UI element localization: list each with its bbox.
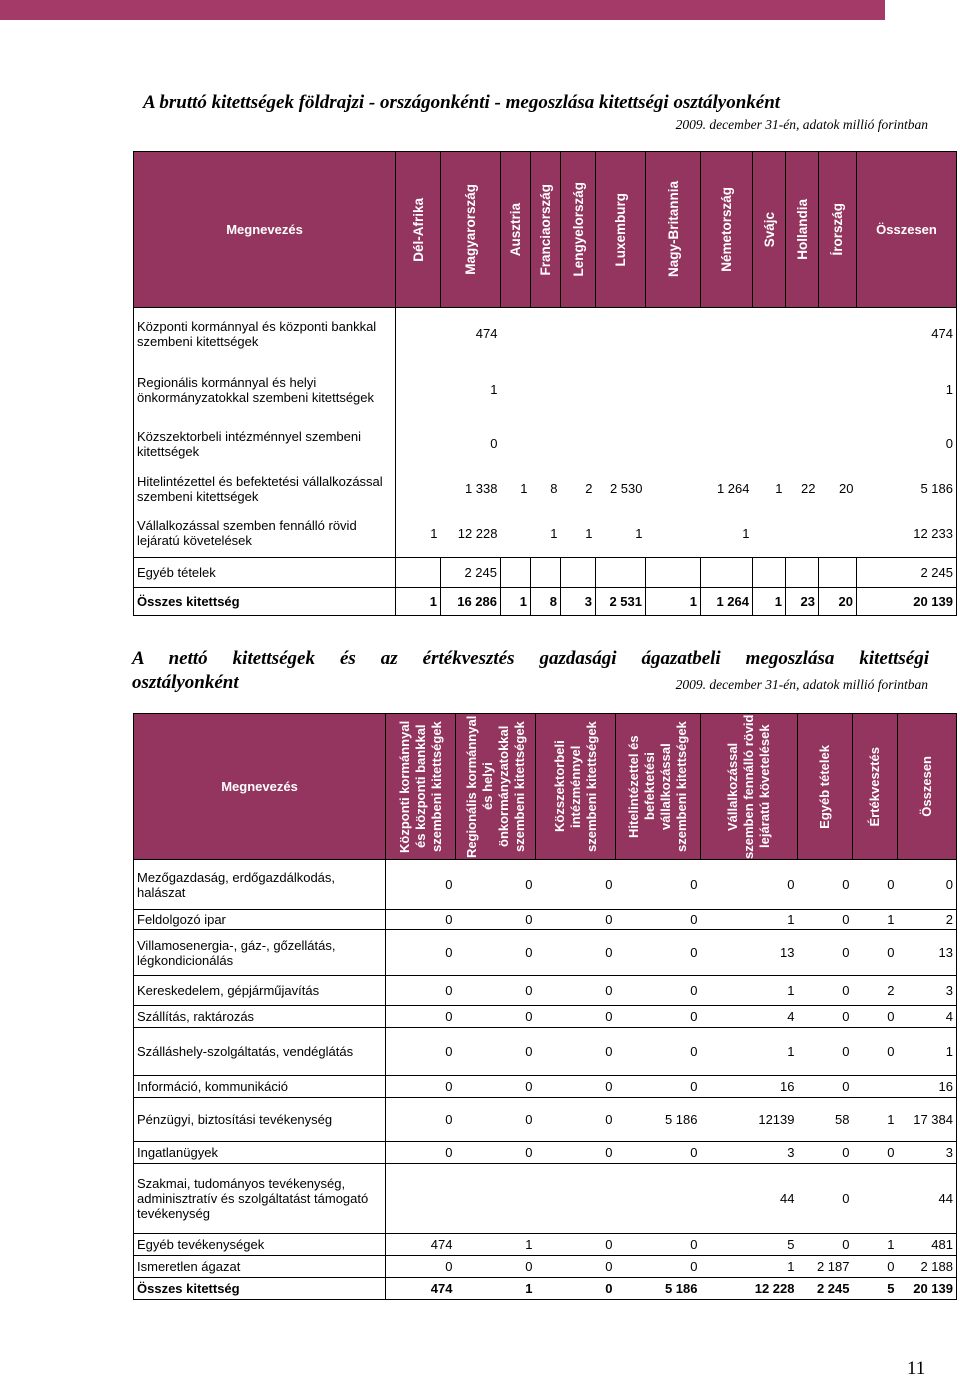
table-cell: 1 xyxy=(430,525,438,541)
row-label: Pénzügyi, biztosítási tevékenység xyxy=(134,1098,386,1142)
table-cell: 1 xyxy=(775,481,783,496)
table-cell xyxy=(786,420,819,468)
table-cell: 0 xyxy=(536,860,616,910)
row-label: Információ, kommunikáció xyxy=(134,1076,386,1098)
col-header: Összesen xyxy=(898,714,957,860)
table-cell xyxy=(531,558,561,588)
row-label: Egyéb tételek xyxy=(134,558,396,588)
table2-subtitle: 2009. december 31-én, adatok millió forintban xyxy=(675,677,928,692)
row-label: Villamosenergia-, gáz-, gőzellátás, légkondicionálás xyxy=(134,930,386,976)
col-header: Értékvesztés xyxy=(853,714,898,860)
table-cell: 0 xyxy=(701,860,798,910)
table-cell: 0 xyxy=(536,1006,616,1028)
row-label: Összes kitettség xyxy=(134,1278,386,1300)
table-cell xyxy=(616,1164,701,1234)
geographic-exposure-table xyxy=(133,151,957,616)
table-cell: 4 xyxy=(898,1006,957,1028)
table-cell: 0 xyxy=(853,1006,898,1028)
table-cell: 1 xyxy=(585,525,593,541)
table-cell xyxy=(501,420,531,468)
table-cell xyxy=(786,510,819,558)
table-cell xyxy=(501,360,531,420)
table-cell xyxy=(396,468,441,510)
table-cell: 0 xyxy=(616,910,701,930)
table-cell: 0 xyxy=(616,1142,701,1164)
col-header: Luxemburg xyxy=(596,152,646,308)
table-cell: 0 xyxy=(456,1028,536,1076)
table-cell: 0 xyxy=(386,1006,456,1028)
table-cell: 1 xyxy=(853,1098,898,1142)
table-cell: 0 xyxy=(798,1164,853,1234)
table-cell xyxy=(596,558,646,588)
table-cell: 20 139 xyxy=(857,588,957,616)
table-cell xyxy=(386,1164,456,1234)
table-cell xyxy=(561,308,596,360)
table-cell: 0 xyxy=(536,976,616,1006)
top-accent-bar xyxy=(0,0,885,20)
col-header-total: Összesen xyxy=(857,152,957,308)
table-cell: 0 xyxy=(536,1028,616,1076)
table-cell: 0 xyxy=(798,1142,853,1164)
table-cell xyxy=(531,308,561,360)
table-cell: 3 xyxy=(561,588,596,616)
table-cell: 474 xyxy=(475,326,498,342)
sector-exposure-table xyxy=(133,713,957,1300)
table-cell: 0 xyxy=(798,860,853,910)
table-cell: 0 xyxy=(386,1256,456,1278)
row-label: Közszektorbeli intézménnyel szembeni kitettségek xyxy=(134,420,396,468)
table-cell: 1 xyxy=(635,525,643,541)
table-cell: 22 xyxy=(801,481,816,496)
table-cell: 0 xyxy=(853,1028,898,1076)
col-header: Franciaország xyxy=(531,152,561,308)
table-row xyxy=(134,860,957,910)
table-cell: 0 xyxy=(456,1076,536,1098)
table1-header-row xyxy=(134,152,957,308)
row-label: Vállalkozással szemben fennálló rövid lejáratú követelések xyxy=(134,510,396,558)
table2-header-row xyxy=(134,714,957,860)
table-cell xyxy=(396,558,441,588)
table-cell xyxy=(701,420,753,468)
table-cell: 0 xyxy=(536,1278,616,1300)
col-header: Regionális kormánnyal és helyi önkormányzatokkal szembeni kitettségek xyxy=(456,714,536,860)
row-label: Regionális kormánnyal és helyi önkormányzatokkal szembeni kitettségek xyxy=(134,360,396,420)
table-cell: 0 xyxy=(616,976,701,1006)
table-cell: 0 xyxy=(456,1256,536,1278)
table-row xyxy=(134,1006,957,1028)
table-cell: 0 xyxy=(853,860,898,910)
col-header: Hollandia xyxy=(786,152,819,308)
table-cell: 1 xyxy=(520,481,528,496)
table-row xyxy=(134,1076,957,1098)
table-cell: 0 xyxy=(386,1076,456,1098)
table-cell: 4 xyxy=(701,1006,798,1028)
table-cell: 2 245 xyxy=(798,1278,853,1300)
table-cell xyxy=(646,558,701,588)
table-cell xyxy=(819,510,857,558)
table-cell: 44 xyxy=(898,1164,957,1234)
table-cell xyxy=(701,308,753,360)
table-cell xyxy=(531,420,561,468)
table-cell: 1 xyxy=(753,588,786,616)
table-row xyxy=(134,558,957,588)
table-cell: 0 xyxy=(456,930,536,976)
col-header: Központi kormánnyal és központi bankkal szembeni kitettségek xyxy=(386,714,456,860)
table-cell: 0 xyxy=(798,976,853,1006)
table-cell: 1 xyxy=(396,588,441,616)
col-header: Közszektorbeli intézménnyel szembeni kitettségek xyxy=(536,714,616,860)
table-cell: 58 xyxy=(798,1098,853,1142)
col-header: Magyarország xyxy=(441,152,501,308)
table-cell xyxy=(819,308,857,360)
table-cell: 0 xyxy=(386,1028,456,1076)
table-cell: 474 xyxy=(931,326,953,342)
table-cell: 0 xyxy=(798,910,853,930)
table-cell xyxy=(646,510,701,558)
table-cell xyxy=(753,510,786,558)
col-header: Vállalkozással szemben fennálló rövid lejáratú követelések xyxy=(701,714,798,860)
table-cell: 0 xyxy=(616,860,701,910)
table-cell: 0 xyxy=(456,1006,536,1028)
table-cell: 3 xyxy=(701,1142,798,1164)
table-cell: 474 xyxy=(386,1234,456,1256)
table-cell xyxy=(396,308,441,360)
table-cell xyxy=(786,360,819,420)
table-cell xyxy=(646,420,701,468)
table2-title-line2: osztályonként xyxy=(132,672,239,693)
table-row xyxy=(134,910,957,930)
table-cell: 0 xyxy=(798,1006,853,1028)
table-cell: 13 xyxy=(898,930,957,976)
table-cell: 20 xyxy=(819,588,857,616)
table-cell xyxy=(536,1164,616,1234)
table-cell xyxy=(646,360,701,420)
row-label: Ingatlanügyek xyxy=(134,1142,386,1164)
table-cell: 1 xyxy=(701,1028,798,1076)
table-cell xyxy=(646,468,701,510)
table-cell: 2 188 xyxy=(898,1256,957,1278)
table-cell: 0 xyxy=(536,1234,616,1256)
col-header: Egyéb tételek xyxy=(798,714,853,860)
table-cell xyxy=(753,308,786,360)
row-label: Szálláshely-szolgáltatás, vendéglátás xyxy=(134,1028,386,1076)
col-header: Írország xyxy=(819,152,857,308)
table-row xyxy=(134,1278,957,1300)
table-cell xyxy=(853,1164,898,1234)
row-label: Feldolgozó ipar xyxy=(134,910,386,930)
table-row xyxy=(134,1234,957,1256)
col-header: Nagy-Britannia xyxy=(646,152,701,308)
row-label: Központi kormánnyal és központi bankkal szembeni kitettségek xyxy=(134,308,396,360)
table-cell: 5 186 xyxy=(616,1098,701,1142)
table-cell: 0 xyxy=(456,1142,536,1164)
table-cell: 8 xyxy=(550,481,558,496)
col-header: Svájc xyxy=(753,152,786,308)
table-cell: 1 xyxy=(742,525,750,541)
table-cell: 0 xyxy=(456,976,536,1006)
table-row xyxy=(134,588,957,616)
table-cell: 2 187 xyxy=(798,1256,853,1278)
row-label: Szakmai, tudományos tevékenység, adminisztratív és szolgáltatást támogató tevékenység xyxy=(134,1164,386,1234)
table-cell: 0 xyxy=(616,1234,701,1256)
table-row xyxy=(134,468,957,510)
table-cell xyxy=(501,558,531,588)
table-cell: 1 xyxy=(701,1256,798,1278)
table-cell xyxy=(786,308,819,360)
table-cell xyxy=(531,360,561,420)
table-row xyxy=(134,930,957,976)
table-row xyxy=(134,308,957,360)
table-cell: 481 xyxy=(898,1234,957,1256)
table-cell: 1 xyxy=(945,382,953,397)
table-cell: 0 xyxy=(616,1028,701,1076)
table-cell: 0 xyxy=(386,976,456,1006)
table-cell: 0 xyxy=(853,1256,898,1278)
table-cell: 2 245 xyxy=(857,558,957,588)
table2-title: A nettó kitettségek és az értékvesztés gazdasági ágazatbeli megoszlása kitettségi xyxy=(132,648,929,669)
table-cell: 474 xyxy=(386,1278,456,1300)
table-cell xyxy=(701,360,753,420)
table-cell xyxy=(456,1164,536,1234)
table-cell xyxy=(701,558,753,588)
row-label: Mezőgazdaság, erdőgazdálkodás, halászat xyxy=(134,860,386,910)
table-cell: 1 xyxy=(456,1234,536,1256)
table-cell xyxy=(561,360,596,420)
table-row xyxy=(134,1098,957,1142)
table-cell: 2 xyxy=(898,910,957,930)
table-cell: 16 286 xyxy=(441,588,501,616)
table-cell xyxy=(819,420,857,468)
table-cell: 0 xyxy=(798,1234,853,1256)
table-cell: 13 xyxy=(701,930,798,976)
row-label: Összes kitettség xyxy=(134,588,396,616)
table-cell: 8 xyxy=(531,588,561,616)
table-cell: 5 186 xyxy=(920,481,953,496)
table-cell: 2 530 xyxy=(609,481,643,496)
table-cell xyxy=(753,558,786,588)
table-cell: 1 xyxy=(701,976,798,1006)
table-cell: 1 264 xyxy=(716,481,750,496)
table-cell: 1 xyxy=(646,588,701,616)
table-cell: 20 139 xyxy=(898,1278,957,1300)
table-cell: 0 xyxy=(456,1098,536,1142)
table1-subtitle: 2009. december 31-én, adatok millió forintban xyxy=(675,117,928,132)
col-header: Ausztria xyxy=(501,152,531,308)
table1-header-label: Megnevezés xyxy=(134,152,396,308)
table-cell: 16 xyxy=(701,1076,798,1098)
table-cell: 5 xyxy=(701,1234,798,1256)
table-cell: 16 xyxy=(898,1076,957,1098)
table-cell: 0 xyxy=(536,930,616,976)
table-cell: 12 233 xyxy=(913,525,953,541)
table-cell: 0 xyxy=(386,1098,456,1142)
table-cell: 0 xyxy=(898,860,957,910)
table-row xyxy=(134,1164,957,1234)
table-row xyxy=(134,510,957,558)
table-cell: 2 531 xyxy=(596,588,646,616)
row-label: Hitelintézettel és befektetési vállalkozással szembeni kitettségek xyxy=(134,468,396,510)
table-cell: 0 xyxy=(536,1142,616,1164)
table-row xyxy=(134,1028,957,1076)
table-cell xyxy=(646,308,701,360)
table-cell: 0 xyxy=(616,1006,701,1028)
row-label: Ismeretlen ágazat xyxy=(134,1256,386,1278)
table-cell: 0 xyxy=(853,930,898,976)
table-cell: 3 xyxy=(898,976,957,1006)
table-cell xyxy=(753,360,786,420)
table-cell: 5 xyxy=(853,1278,898,1300)
table-cell: 0 xyxy=(386,930,456,976)
page-number: 11 xyxy=(907,1358,926,1379)
table-cell: 2 xyxy=(585,481,593,496)
row-label: Szállítás, raktározás xyxy=(134,1006,386,1028)
table-cell: 3 xyxy=(898,1142,957,1164)
table-cell xyxy=(561,420,596,468)
table-cell: 1 xyxy=(550,525,558,541)
row-label: Egyéb tevékenységek xyxy=(134,1234,386,1256)
table-cell xyxy=(561,558,596,588)
table-cell: 12 228 xyxy=(457,525,498,541)
table-cell: 1 xyxy=(853,910,898,930)
table-cell: 20 xyxy=(839,481,854,496)
table-cell: 0 xyxy=(490,436,498,451)
table-cell: 0 xyxy=(536,910,616,930)
table-cell: 1 338 xyxy=(464,481,498,496)
table-cell xyxy=(753,420,786,468)
col-header: Dél-Afrika xyxy=(396,152,441,308)
table2-header-label: Megnevezés xyxy=(134,714,386,860)
table-cell: 0 xyxy=(386,860,456,910)
table-cell: 0 xyxy=(798,1076,853,1098)
table-cell: 0 xyxy=(456,860,536,910)
table-cell xyxy=(501,510,531,558)
col-header: Lengyelország xyxy=(561,152,596,308)
table-cell: 0 xyxy=(616,1256,701,1278)
table-cell: 1 xyxy=(501,588,531,616)
table-cell: 0 xyxy=(798,930,853,976)
table-row xyxy=(134,360,957,420)
table-row xyxy=(134,420,957,468)
table-cell: 1 xyxy=(853,1234,898,1256)
table-cell: 1 xyxy=(490,382,498,397)
col-header: Hitelintézettel és befektetési vállalkozással szembeni kitettségek xyxy=(616,714,701,860)
table-cell xyxy=(596,308,646,360)
table-row xyxy=(134,976,957,1006)
table-cell: 12139 xyxy=(701,1098,798,1142)
table-cell: 2 xyxy=(853,976,898,1006)
table-cell xyxy=(596,420,646,468)
table-cell: 0 xyxy=(616,930,701,976)
table-cell: 1 xyxy=(701,910,798,930)
table-cell: 0 xyxy=(536,1076,616,1098)
table-row xyxy=(134,1142,957,1164)
table-cell: 44 xyxy=(701,1164,798,1234)
table-cell: 0 xyxy=(536,1256,616,1278)
table1-title: A bruttó kitettségek földrajzi - országonkénti - megoszlása kitettségi osztályonként xyxy=(143,92,781,113)
table-cell xyxy=(501,308,531,360)
table-row xyxy=(134,1256,957,1278)
table-cell: 1 xyxy=(456,1278,536,1300)
table-cell: 0 xyxy=(945,436,953,451)
table-cell xyxy=(786,558,819,588)
table-cell: 0 xyxy=(853,1142,898,1164)
table-cell xyxy=(853,1076,898,1098)
table-cell xyxy=(819,558,857,588)
table-cell: 0 xyxy=(798,1028,853,1076)
table-cell: 2 245 xyxy=(441,558,501,588)
table-cell xyxy=(396,360,441,420)
table-cell: 5 186 xyxy=(616,1278,701,1300)
row-label: Kereskedelem, gépjárműjavítás xyxy=(134,976,386,1006)
table-cell: 23 xyxy=(786,588,819,616)
table-cell xyxy=(596,360,646,420)
table-cell: 0 xyxy=(386,1142,456,1164)
table-cell: 0 xyxy=(456,910,536,930)
table-cell: 1 xyxy=(898,1028,957,1076)
table-cell: 0 xyxy=(616,1076,701,1098)
table-cell: 0 xyxy=(386,910,456,930)
table-cell: 0 xyxy=(536,1098,616,1142)
col-header: Németország xyxy=(701,152,753,308)
table-cell: 17 384 xyxy=(898,1098,957,1142)
table-cell xyxy=(396,420,441,468)
table-cell: 12 228 xyxy=(701,1278,798,1300)
table-cell: 1 264 xyxy=(701,588,753,616)
table-cell xyxy=(819,360,857,420)
